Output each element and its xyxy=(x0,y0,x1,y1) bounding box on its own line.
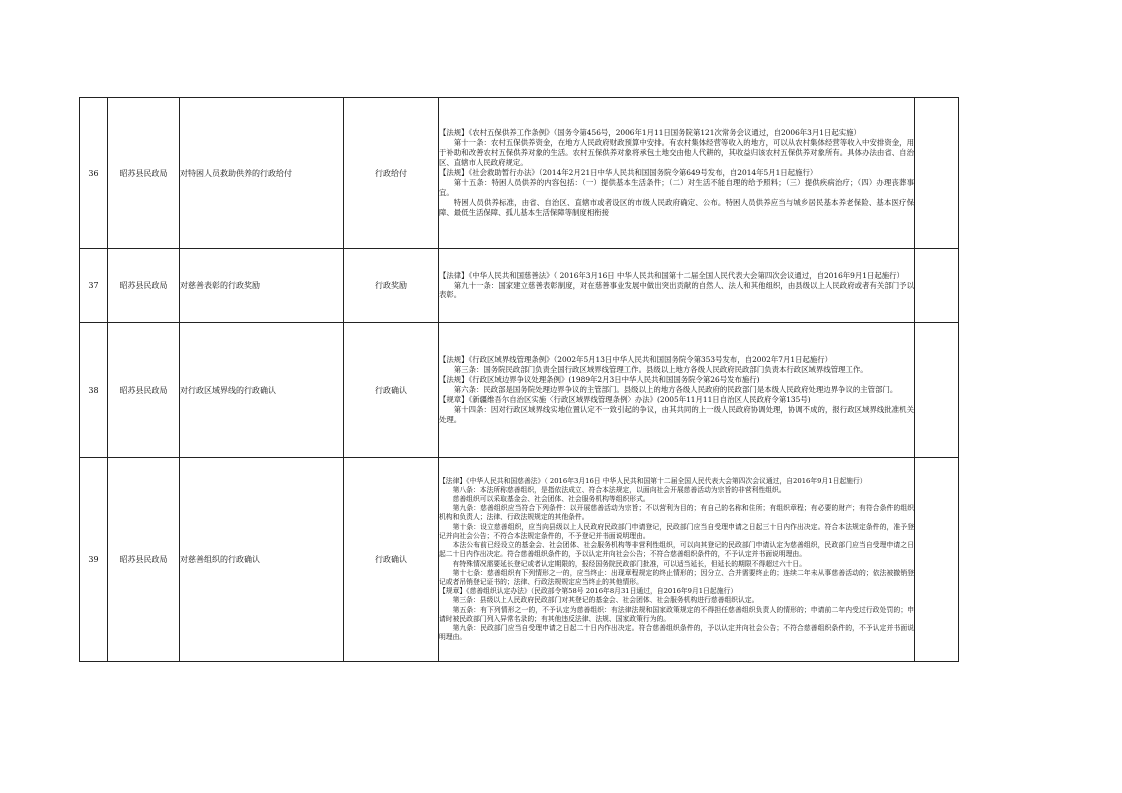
basis-paragraph: 第三条：县级以上人民政府民政部门对其登记的基金会、社会团体、社会服务机构进行慈善组织认定。 xyxy=(452,596,759,605)
remarks-cell xyxy=(915,98,959,249)
basis-paragraph: 【法规】《行政区域界线管理条例》（2002年5月13日中华人民共和国国务院令第353号发布，自2002年7月1日起施行） xyxy=(439,355,833,365)
basis-paragraph: 第十五条：特困人员供养的内容包括：（一）提供基本生活条件；（二）对生活不能自理的给予照料；（三）提供疾病治疗；（四）办理丧葬事宜。 xyxy=(439,177,914,197)
basis-paragraph: 【规章】《慈善组织认定办法》（民政部令第58号 2016年8月31日通过，自2016年9月1日起施行） xyxy=(439,587,738,596)
row-number: 36 xyxy=(80,98,108,249)
department-cell: 昭苏县民政局 xyxy=(108,249,180,323)
power-item-cell: 对慈善表彰的行政奖励 xyxy=(180,249,344,323)
basis-paragraph: 第五条：有下列情形之一的，不予认定为慈善组织：有法律法规和国家政策规定的不得担任慈善组织负责人的情形的；申请前二年内受过行政处罚的；申请时被民政部门列入异常名录的；有其他违反法律、法规、国家政策行为的。 xyxy=(439,605,914,623)
basis-paragraph: 第三条：国务院民政部门负责全国行政区域界线管理工作。县级以上地方各级人民政府民政部门负责本行政区域界线管理工作。 xyxy=(453,365,868,375)
basis-paragraph: 【法律】《中华人民共和国慈善法》（ 2016年3月16日 中华人民共和国第十二届全国人民代表大会第四次会议通过，自2016年9月1日起施行） xyxy=(439,476,867,485)
remarks-cell xyxy=(915,458,959,662)
table-row xyxy=(80,458,959,662)
basis-paragraph: 第十条：设立慈善组织，应当向县级以上人民政府民政部门申请登记，民政部门应当自受理申请之日起三十日内作出决定。符合本法规定条件的，准予登记并向社会公告；不符合本法规定条件的，不予登记并书面说明理由。 xyxy=(439,522,914,540)
department-cell: 昭苏县民政局 xyxy=(108,98,180,249)
basis-paragraph: 第九十一条：国家建立慈善表彰制度，对在慈善事业发展中做出突出贡献的自然人、法人和其他组织，由县级以上人民政府或者有关部门予以表彰。 xyxy=(439,280,914,300)
basis-paragraph: 第九条：慈善组织应当符合下列条件：以开展慈善活动为宗旨；不以营利为目的；有自己的名称和住所；有组织章程；有必要的财产；有符合条件的组织机构和负责人；法律、行政法规规定的其他条件。 xyxy=(439,504,914,522)
basis-paragraph: 【法规】《行政区域边界争议处理条例》(1989年2月3日中华人民共和国国务院令第26号发布施行) xyxy=(439,375,760,385)
power-item-cell: 对特困人员救助供养的行政给付 xyxy=(180,98,344,249)
document-sheet xyxy=(79,97,959,662)
basis-paragraph: 第十七条：慈善组织有下列情形之一的，应当终止：出现章程规定的终止情形的；因分立、合并需要终止的；连续二年未从事慈善活动的；依法被撤销登记或者吊销登记证书的；法律、行政法规规定应当终止的其他情形。 xyxy=(439,568,914,586)
row-number: 38 xyxy=(80,323,108,458)
power-list-table xyxy=(79,97,959,662)
remarks-cell xyxy=(915,323,959,458)
legal-basis-cell xyxy=(439,458,915,662)
basis-paragraph: 特困人员供养标准，由省、自治区、直辖市或者设区的市级人民政府确定、公布。特困人员供养应当与城乡居民基本养老保险、基本医疗保障、最低生活保障、孤儿基本生活保障等制度相衔接 xyxy=(439,197,914,217)
basis-paragraph: 【法规】《社会救助暂行办法》（2014年2月21日中华人民共和国国务院令第649号发布，自2014年5月1日起施行） xyxy=(439,168,818,178)
department-cell: 昭苏县民政局 xyxy=(108,458,180,662)
legal-basis-cell xyxy=(439,98,915,249)
department-cell: 昭苏县民政局 xyxy=(108,323,180,458)
basis-paragraph: 【法律】《中华人民共和国慈善法》（ 2016年3月16日 中华人民共和国第十二届全国人民代表大会第四次会议通过，自2016年9月1日起施行） xyxy=(439,270,904,280)
power-item-cell: 对慈善组织的行政确认 xyxy=(180,458,344,662)
legal-basis-cell xyxy=(439,323,915,458)
remarks-cell xyxy=(915,249,959,323)
basis-paragraph: 第九条：民政部门应当自受理申请之日起二十日内作出决定。符合慈善组织条件的，予以认定并向社会公告；不符合慈善组织条件的，不予认定并书面说明理由。 xyxy=(439,623,914,642)
table-row xyxy=(80,98,959,249)
table-row xyxy=(80,323,959,458)
table-row xyxy=(80,249,959,323)
basis-paragraph: 【法规】《农村五保供养工作条例》（国务令第456号，2006年1月11日国务院第121次常务会议通过，自2006年3月1日起实施） xyxy=(439,128,861,138)
legal-basis-cell xyxy=(439,249,915,323)
row-number: 37 xyxy=(80,249,108,323)
basis-paragraph: 第十四条：因对行政区域界线实地位置认定不一致引起的争议，由其共同的上一级人民政府协调处理，协调不成的，报行政区域界线批准机关处理。 xyxy=(439,404,914,424)
row-number: 39 xyxy=(80,458,108,662)
basis-paragraph: 第六条：民政部是国务院处理边界争议的主管部门。县级以上的地方各级人民政府的民政部门是本级人民政府处理边界争议的主管部门。 xyxy=(453,385,898,395)
basis-paragraph: 有特殊情况需要延长登记或者认定期限的，报经国务院民政部门批准，可以适当延长，但延长的期限不得超过六十日。 xyxy=(452,559,807,568)
power-type-cell: 行政确认 xyxy=(344,458,439,662)
power-type-cell: 行政给付 xyxy=(344,98,439,249)
power-type-cell: 行政奖励 xyxy=(344,249,439,323)
power-item-cell: 对行政区域界线的行政确认 xyxy=(180,323,344,458)
basis-paragraph: 第十一条：农村五保供养资金，在地方人民政府财政预算中安排。有农村集体经营等收入的地方，可以从农村集体经营等收入中安排资金，用于补助和改善农村五保供养对象的生活。农村五保供养对象将承包土地交由他人代耕的，其收益归该农村五保供养对象所有。具体办法由省、自治区、直辖市人民政府规定。 xyxy=(439,138,914,168)
basis-paragraph: 【规章】《新疆维吾尔自治区实施〈行政区域界线管理条例〉办法》(2005年11月11日自治区人民政府令第135号) xyxy=(439,394,811,404)
basis-paragraph: 第八条：本法所称慈善组织，是指依法成立、符合本法规定，以面向社会开展慈善活动为宗旨的非营利性组织。 xyxy=(452,485,786,494)
basis-paragraph: 本法公布前已经设立的基金会、社会团体、社会服务机构等非营利性组织，可以向其登记的民政部门申请认定为慈善组织，民政部门应当自受理申请之日起二十日内作出决定。符合慈善组织条件的，予以认定并向社会公告；不符合慈善组织条件的，不予认定并书面说明理由。 xyxy=(439,541,914,559)
power-type-cell: 行政确认 xyxy=(344,323,439,458)
basis-paragraph: 慈善组织可以采取基金会、社会团体、社会服务机构等组织形式。 xyxy=(452,495,650,504)
